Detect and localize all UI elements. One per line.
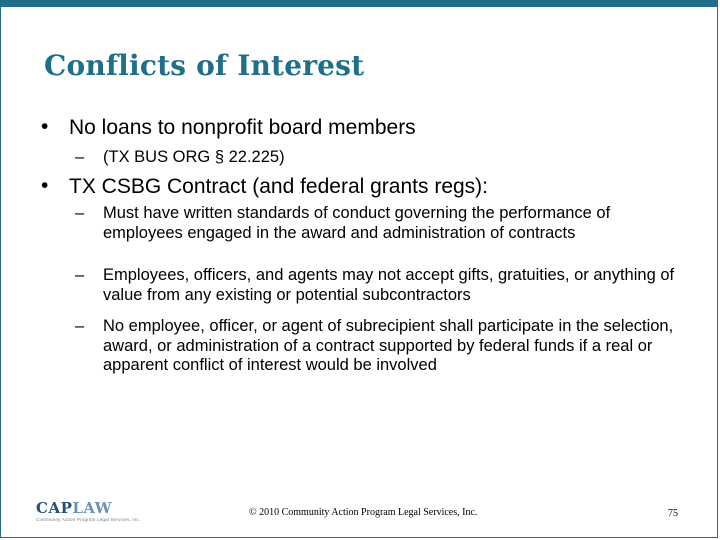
sub-bullet-text: No employee, officer, or agent of subrecipient shall participate in the selection, award, or administration of a contract supported by federal funds if a real or apparent conflict of interest would be involved [103,317,674,374]
logo-cap: CAP [36,499,73,517]
sub-bullet-item [75,317,685,376]
sub-bullet-item [75,148,685,168]
bullet-icon: • [41,174,49,197]
top-accent-rule [1,1,717,7]
sub-bullet-text: (TX BUS ORG § 22.225) [103,148,285,166]
sub-bullet-text: Employees, officers, and agents may not accept gifts, gratuities, or anything of value from any existing or potential subcontractors [103,266,675,304]
logo-law: LAW [72,499,113,517]
footer-copyright: © 2010 Community Action Program Legal Services, Inc. [249,507,478,518]
logo-tagline: Community Action Program Legal Services, Inc. [36,517,141,522]
caplaw-logo [36,501,140,522]
bullet-icon: • [41,115,49,138]
bullet-text: TX CSBG Contract (and federal grants regs): [69,175,489,198]
dash-icon: – [75,266,85,284]
sub-bullet-text: Must have written standards of conduct governing the performance of employees engaged in the award and administration of contracts [103,204,611,242]
dash-icon: – [75,317,85,335]
bullet-item [41,116,416,140]
slide-title: Conflicts of Interest [44,49,365,82]
bullet-text: No loans to nonprofit board members [69,116,416,139]
dash-icon: – [75,204,85,222]
sub-bullet-item [75,204,625,243]
sub-bullet-item [75,266,685,305]
bullet-item [41,175,488,199]
logo-wordmark [36,501,112,516]
page-number: 75 [668,508,678,519]
dash-icon: – [75,148,85,166]
